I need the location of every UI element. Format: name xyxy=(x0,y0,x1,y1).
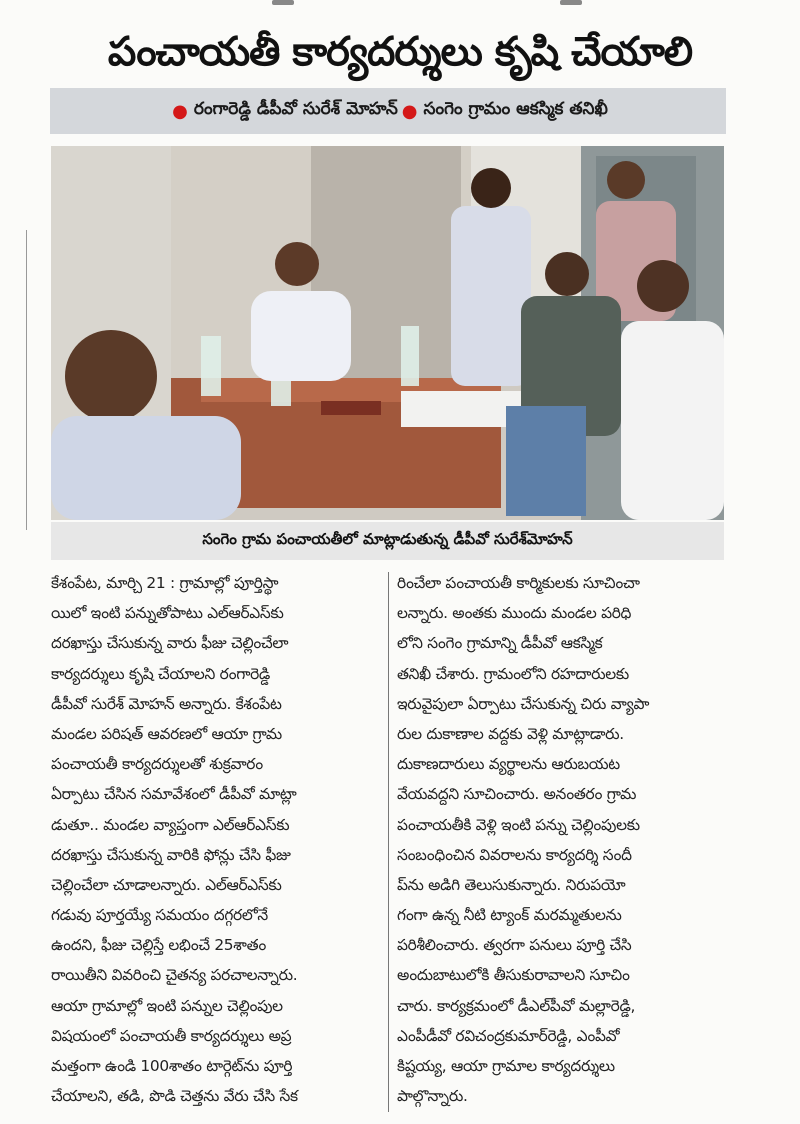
photo-caption: సంగెం గ్రామ పంచాయతీలో మాట్లాడుతున్న డీపీవో సురేశ్‌మోహన్ xyxy=(51,522,724,560)
column-2-line: ఎంపీడీవో రవిచంద్రకుమార్‌రెడ్డి, ఎంపీవో xyxy=(397,1026,620,1045)
article-body xyxy=(51,568,731,1118)
column-2-line: గంగా ఉన్న నీటి ట్యాంక్ మరమ్మతులను xyxy=(397,906,622,925)
cropped-text-mark xyxy=(560,0,582,5)
meeting-photo-illustration xyxy=(51,146,724,520)
column-1-line: చెల్లించేలా చూడాలన్నారు. ఎల్‌ఆర్‌ఎస్‌కు xyxy=(51,875,282,894)
column-2-line: వేయవద్దని సూచించారు. అనంతరం గ్రామ xyxy=(397,785,637,804)
column-2-line: లన్నారు. అంతకు ముందు మండల పరిధి xyxy=(397,604,632,623)
column-2-line: రించేలా పంచాయతీ కార్మికులకు సూచించా xyxy=(397,574,640,592)
bullet-icon: ● xyxy=(172,100,188,122)
column-2-line: కిష్టయ్య, ఆయా గ్రామాల కార్యదర్శులు xyxy=(397,1057,615,1075)
column-1-line: ఆయా గ్రామాల్లో ఇంటి పన్నుల చెల్లింపుల xyxy=(51,996,283,1015)
column-1-line: రాయితీని వివరించి చైతన్య పరచాలన్నారు. xyxy=(51,966,298,985)
column-2-line: ఇరువైపులా ఏర్పాటు చేసుకున్న చిరు వ్యాపా xyxy=(397,694,650,713)
subhead-1: రంగారెడ్డి డీపీవో సురేశ్ మోహన్ xyxy=(193,99,398,119)
column-2-line: లోని సంగెం గ్రామాన్ని డీపీవో ఆకస్మిక xyxy=(397,634,603,653)
column-2-line: పంచాయతీకి వెళ్లి ఇంటి పన్ను చెల్లింపులకు xyxy=(397,815,640,834)
column-2-line: సంబంధించిన వివరాలను కార్యదర్శి సందీ xyxy=(397,845,632,864)
column-1-line: మండల పరిషత్ ఆవరణలో ఆయా గ్రామ xyxy=(51,724,282,743)
column-1-line: గడువు పూర్తయ్యే సమయం దగ్గరలోనే xyxy=(51,906,268,925)
margin-rule xyxy=(26,230,27,530)
column-1-line: ఉందని, ఫీజు చెల్లిస్తే లభించే 25శాతం xyxy=(51,936,267,955)
column-1-line: చేయాలని, తడి, పొడి చెత్తను వేరు చేసి సేక xyxy=(51,1087,298,1106)
column-1-line: దరఖాస్తు చేసుకున్న వారికి ఫోన్లు చేసి ఫీజు xyxy=(51,845,291,864)
news-photo xyxy=(51,146,724,520)
column-1-line: మత్తంగా ఉండి 100శాతం టార్గెట్‌ను పూర్తి xyxy=(51,1057,293,1075)
column-2-line: పరిశీలించారు. త్వరగా పనులు పూర్తి చేసి xyxy=(397,936,632,955)
cropped-text-mark xyxy=(272,0,294,5)
subhead-2: సంగెం గ్రామం ఆకస్మిక తనిఖీ xyxy=(423,99,608,119)
column-2-line: పాల్గొన్నారు. xyxy=(397,1087,468,1106)
column-2-line: ప్‌ను అడిగి తెలుసుకున్నారు. నిరుపయో xyxy=(397,875,626,894)
column-divider xyxy=(388,572,389,1112)
column-2-line: తనిఖీ చేశారు. గ్రామంలోని రహదారులకు xyxy=(397,664,629,683)
column-1-line: పంచాయతీ కార్యదర్శులతో శుక్రవారం xyxy=(51,755,263,774)
body-column-2 xyxy=(397,568,727,1111)
subhead-bar xyxy=(50,88,726,134)
body-column-1 xyxy=(51,568,381,1111)
column-2-line: దుకాణదారులు వ్యర్థాలను ఆరుబయట xyxy=(397,755,620,774)
column-2-line: చారు. కార్యక్రమంలో డీఎల్‌పీవో మల్లారెడ్డి, xyxy=(397,996,636,1015)
article-headline: పంచాయతీ కార్యదర్శులు కృషి చేయాలి xyxy=(107,29,693,75)
column-1-line: విషయంలో పంచాయతీ కార్యదర్శులు అప్ర xyxy=(51,1026,292,1045)
bullet-icon: ● xyxy=(401,100,418,122)
column-1-line: ఏర్పాటు చేసిన సమావేశంలో డీపీవో మాట్లా xyxy=(51,785,297,804)
column-1-line: యిలో ఇంటి పన్నుతోపాటు ఎల్‌ఆర్‌ఎస్‌కు xyxy=(51,604,284,623)
top-edge-strip xyxy=(0,0,800,10)
column-2-line: అందుబాటులోకి తీసుకురావాలని సూచిం xyxy=(397,966,630,985)
column-1-line: కార్యదర్శులు కృషి చేయాలని రంగారెడ్డి xyxy=(51,664,271,683)
column-1-line: దరఖాస్తు చేసుకున్న వారు ఫీజు చెల్లించేలా xyxy=(51,634,289,653)
column-1-line: డుతూ.. మండల వ్యాప్తంగా ఎల్‌ఆర్‌ఎస్‌కు xyxy=(51,815,290,834)
column-1-line: డీపీవో సురేశ్ మోహన్ అన్నారు. కేశంపేట xyxy=(51,694,282,713)
column-2-line: రుల దుకాణాల వద్దకు వెళ్లి మాట్లాడారు. xyxy=(397,724,624,743)
column-1-line: కేశంపేట, మార్చి 21 : గ్రామాల్లో పూర్తిస్థా xyxy=(51,574,279,592)
